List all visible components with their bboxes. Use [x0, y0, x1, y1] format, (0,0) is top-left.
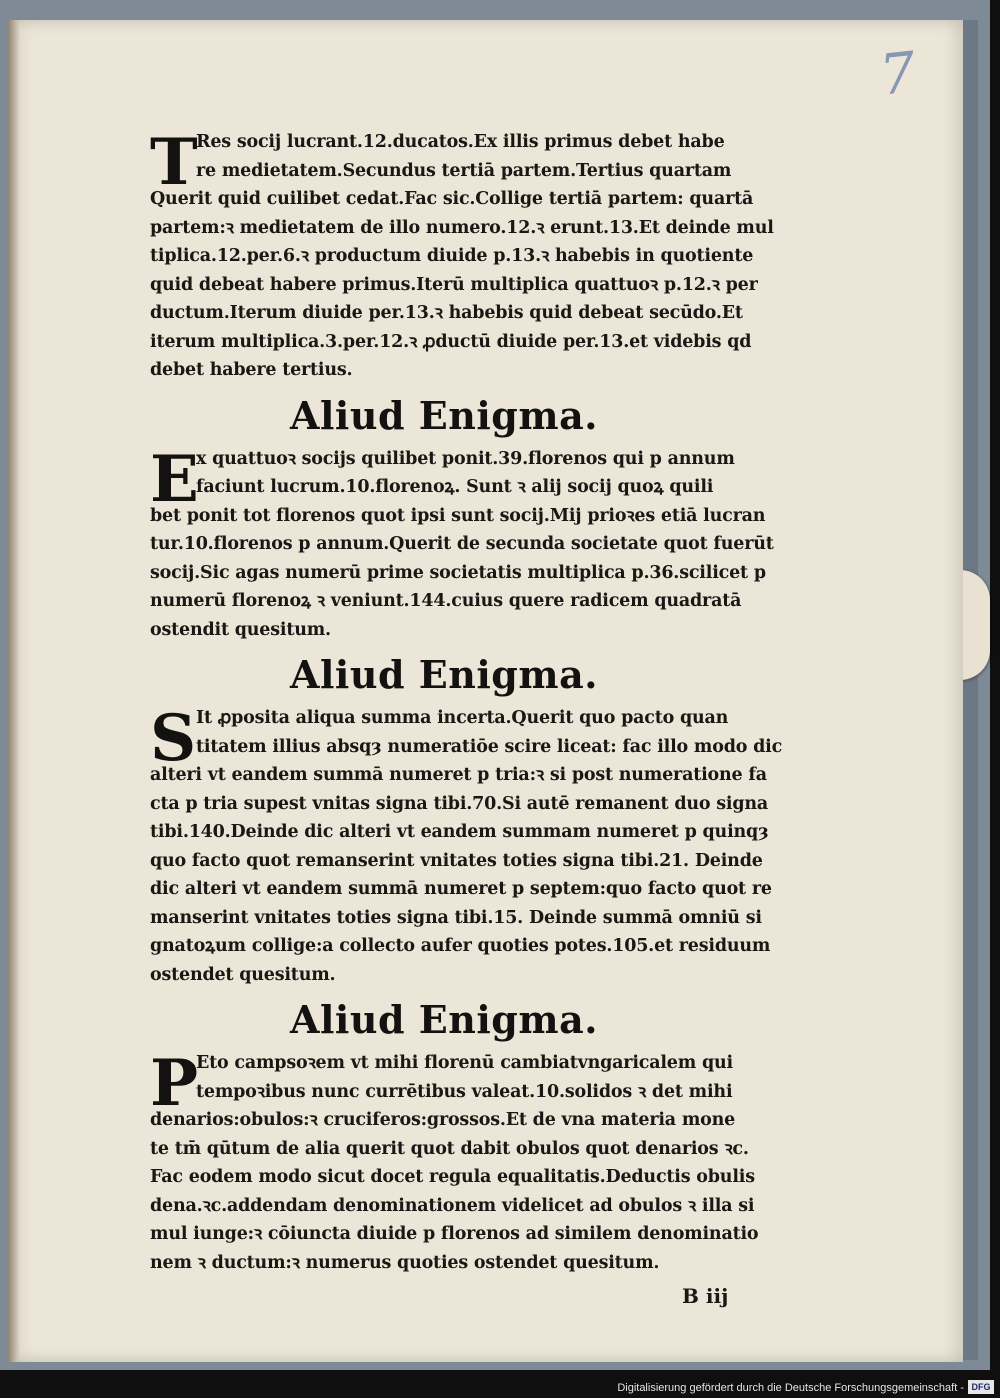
text-line: ostendit quesitum.	[150, 619, 331, 640]
text-line: tur.10.florenos p annum.Querit de secunda societate quot fuerūt	[150, 534, 774, 554]
text-line: socij.Sic agas numerū prime societatis multiplica p.36.scilicet p	[150, 562, 766, 583]
text-line: partem:ꝛ medietatem de illo numero.12.ꝛ erunt.13.Et deinde mul	[150, 217, 774, 238]
folio-number: 7	[876, 40, 919, 109]
text-line: nem ꝛ ductum:ꝛ numerus quoties ostendet quesitum.	[150, 1252, 660, 1273]
text-line: ductum.Iterum diuide per.13.ꝛ habebis quid debeat secūdo.Et	[150, 303, 743, 323]
text-line: iterum multiplica.3.per.12.ꝛ ꝓductū diuide per.13.et videbis qd	[150, 331, 752, 352]
text-line: quo facto quot remanserint vnitates toties signa tibi.21. Deinde	[150, 850, 763, 871]
text-line: denarios:obulos:ꝛ cruciferos:grossos.Et de vna materia mone	[150, 1110, 736, 1130]
page-text-block	[150, 125, 800, 1311]
text-line: cta p tria supest vnitas signa tibi.70.Si autē remanent duo signa	[150, 793, 769, 814]
signature-mark: B iij	[682, 1284, 729, 1308]
text-line: debet habere tertius.	[150, 360, 353, 380]
text-line: gnatoꝝum collige:a collecto aufer quoties potes.105.et residuum	[150, 936, 771, 956]
paragraph-3	[150, 701, 800, 989]
dropcap-initial: S	[150, 701, 197, 776]
text-line: tiplica.12.per.6.ꝛ productum diuide p.13.ꝛ habebis in quotiente	[150, 246, 754, 266]
text-line: te tm̄ qūtum de alia querit quot dabit obulos quot denarios ꝛc.	[150, 1138, 749, 1159]
text-line: dena.ꝛc.addendam denominationem videlicet ad obulos ꝛ illa si	[150, 1195, 755, 1216]
text-line: Querit quid cuilibet cedat.Fac sic.Collige tertiā partem: quartā	[150, 189, 754, 209]
text-line: Fac eodem modo sicut docet regula equalitatis.Deductis obulis	[150, 1167, 755, 1187]
paragraph-1	[150, 125, 800, 385]
text-line: titatem illius absqȝ numeratiōe scire liceat: fac illo modo dic	[196, 736, 783, 757]
text-line: bet ponit tot florenos quot ipsi sunt socij.Mij prioꝛes etiā lucran	[150, 505, 766, 526]
text-line: dic alteri vt eandem summā numeret p septem:quo facto quot re	[150, 879, 772, 899]
text-line: tempoꝛibus nunc currētibus valeat.10.solidos ꝛ det mihi	[196, 1081, 733, 1102]
text-line: quid debeat habere primus.Iterū multiplica quattuoꝛ p.12.ꝛ per	[150, 274, 758, 295]
text-line: It ꝓposita aliqua summa incerta.Querit quo pacto quan	[196, 708, 729, 728]
text-line: Res socij lucrant.12.ducatos.Ex illis primus debet habe	[196, 132, 725, 152]
dfg-logo-icon: DFG	[968, 1380, 994, 1394]
text-line: mul iunge:ꝛ cōiuncta diuide p florenos ad similem denominatio	[150, 1224, 759, 1244]
paragraph-2	[150, 441, 800, 645]
paragraph-4	[150, 1046, 800, 1277]
text-line: manserint vnitates toties signa tibi.15. Deinde summā omniū si	[150, 907, 762, 928]
section-heading: Aliud Enigma.	[290, 652, 598, 697]
text-line: numerū florenoꝝ ꝛ veniunt.144.cuius quere radicem quadratā	[150, 591, 742, 611]
text-line: re medietatem.Secundus tertiā partem.Tertius quartam	[196, 160, 732, 181]
text-line: x quattuoꝛ socijs quilibet ponit.39.florenos qui p annum	[196, 448, 735, 469]
dropcap-initial: E	[150, 441, 199, 517]
text-line: alteri vt eandem summā numeret p tria:ꝛ si post numeratione fa	[150, 765, 767, 785]
dropcap-initial: T	[150, 125, 198, 200]
text-line: ostendet quesitum.	[150, 964, 336, 985]
page-gutter-shadow	[8, 20, 20, 1362]
text-line: tibi.140.Deinde dic alteri vt eandem summam numeret p quinqȝ	[150, 822, 769, 842]
dropcap-initial: P	[150, 1046, 199, 1121]
funding-credit: Digitalisierung gefördert durch die Deutsche Forschungsgemeinschaft -	[617, 1382, 964, 1394]
text-line: Eto campsoꝛem vt mihi florenū cambiatvngaricalem qui	[196, 1053, 733, 1073]
section-heading: Aliud Enigma.	[290, 997, 598, 1042]
text-line: faciunt lucrum.10.florenoꝝ. Sunt ꝛ alij socij quoꝝ quili	[196, 477, 714, 497]
section-heading: Aliud Enigma.	[290, 392, 598, 438]
